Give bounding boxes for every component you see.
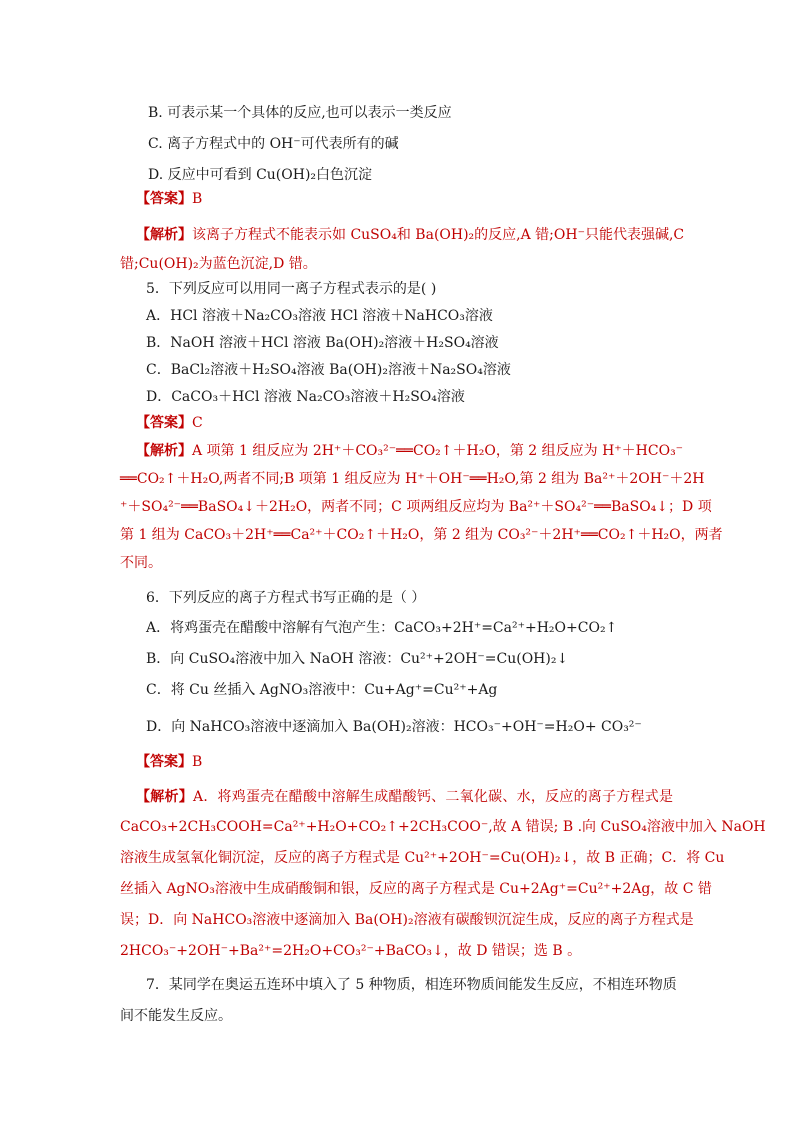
answer-value: B bbox=[192, 191, 203, 207]
q5-analysis-line-3: ⁺＋SO₄²⁻══BaSO₄↓＋2H₂O，两者不同；C 项两组反应均为 Ba²⁺＋SO₄²⁻══BaSO₄↓；D 项 bbox=[120, 499, 712, 515]
q6-stem: 6．下列反应的离子方程式书写正确的是（ ） bbox=[146, 590, 426, 606]
q5-analysis-line-4: 第 1 组为 CaCO₃＋2H⁺══Ca²⁺＋CO₂↑＋H₂O，第 2 组为 CO₃²⁻＋2H⁺══CO₂↑＋H₂O，两者 bbox=[120, 527, 723, 543]
q6-analysis-line-6: 2HCO₃⁻+2OH⁻+Ba²⁺=2H₂O+CO₃²⁻+BaCO₃↓，故 D 错误；选 B 。 bbox=[120, 943, 582, 959]
q6-option-d: D．向 NaHCO₃溶液中逐滴加入 Ba(OH)₂溶液：HCO₃⁻+OH⁻=H₂O+ CO₃²⁻ bbox=[146, 719, 642, 735]
q6-answer bbox=[136, 752, 202, 772]
q5-stem: 5．下列反应可以用同一离子方程式表示的是( ) bbox=[146, 281, 437, 297]
q5-option-d: D．CaCO₃＋HCl 溶液 Na₂CO₃溶液＋H₂SO₄溶液 bbox=[146, 389, 465, 405]
q7-stem-line-2: 间不能发生反应。 bbox=[120, 1008, 232, 1024]
analysis-label: 【解析】 bbox=[136, 443, 192, 459]
q4-answer bbox=[136, 189, 202, 209]
answer-label: 【答案】 bbox=[136, 191, 192, 207]
q5-answer bbox=[136, 413, 203, 433]
q5-option-b: B．NaOH 溶液＋HCl 溶液 Ba(OH)₂溶液＋H₂SO₄溶液 bbox=[146, 335, 499, 351]
q6-analysis-line-4: 丝插入 AgNO₃溶液中生成硝酸铜和银，反应的离子方程式是 Cu+2Ag⁺=Cu²⁺+2Ag，故 C 错 bbox=[120, 881, 712, 897]
q6-analysis-line-1: 【解析】A．将鸡蛋壳在醋酸中溶解生成醋酸钙、二氧化碳、水，反应的离子方程式是 bbox=[136, 789, 674, 805]
q5-analysis-line-1: 【解析】A 项第 1 组反应为 2H⁺＋CO₃²⁻══CO₂↑＋H₂O，第 2 组反应为 H⁺＋HCO₃⁻ bbox=[136, 443, 684, 459]
analysis-label: 【解析】 bbox=[136, 227, 192, 243]
q6-option-a: A．将鸡蛋壳在醋酸中溶解有气泡产生：CaCO₃+2H⁺=Ca²⁺+H₂O+CO₂↑ bbox=[146, 620, 618, 636]
q5-analysis-line-2: ══CO₂↑＋H₂O,两者不同;B 项第 1 组反应为 H⁺＋OH⁻══H₂O,第 2 组为 Ba²⁺＋2OH⁻＋2H bbox=[120, 471, 705, 487]
q6-analysis-line-3: 溶液生成氢氧化铜沉淀，反应的离子方程式是 Cu²⁺+2OH⁻=Cu(OH)₂↓，故 B 正确；C．将 Cu bbox=[120, 850, 725, 866]
q5-analysis-line-5: 不同。 bbox=[120, 555, 162, 571]
q5-option-c: C．BaCl₂溶液＋H₂SO₄溶液 Ba(OH)₂溶液＋Na₂SO₄溶液 bbox=[146, 362, 511, 378]
answer-value: C bbox=[192, 415, 203, 431]
q6-analysis-line-5: 误；D．向 NaHCO₃溶液中逐滴加入 Ba(OH)₂溶液有碳酸钡沉淀生成，反应的离子方程式是 bbox=[120, 912, 694, 928]
answer-label: 【答案】 bbox=[136, 754, 192, 770]
q6-analysis-line-2: CaCO₃+2CH₃COOH=Ca²⁺+H₂O+CO₂↑+2CH₃COO⁻,故 A 错误; B .向 CuSO₄溶液中加入 NaOH bbox=[120, 819, 766, 835]
q4-option-b: B. 可表示某一个具体的反应,也可以表示一类反应 bbox=[148, 105, 452, 121]
answer-value: B bbox=[192, 754, 203, 770]
q7-stem-line-1: 7．某同学在奥运五连环中填入了 5 种物质，相连环物质间能发生反应，不相连环物质 bbox=[146, 977, 677, 993]
q4-analysis-line-1: 【解析】该离子方程式不能表示如 CuSO₄和 Ba(OH)₂的反应,A 错;OH⁻只能代表强碱,C bbox=[136, 227, 685, 243]
q4-analysis-line-2: 错;Cu(OH)₂为蓝色沉淀,D 错。 bbox=[120, 256, 317, 272]
q6-option-b: B．向 CuSO₄溶液中加入 NaOH 溶液：Cu²⁺+2OH⁻=Cu(OH)₂↓ bbox=[146, 651, 569, 667]
q4-option-c: C. 离子方程式中的 OH⁻可代表所有的碱 bbox=[148, 136, 399, 152]
q5-option-a: A．HCl 溶液＋Na₂CO₃溶液 HCl 溶液＋NaHCO₃溶液 bbox=[146, 308, 493, 324]
analysis-label: 【解析】 bbox=[136, 789, 193, 805]
answer-label: 【答案】 bbox=[136, 415, 192, 431]
q6-option-c: C．将 Cu 丝插入 AgNO₃溶液中：Cu+Ag⁺=Cu²⁺+Ag bbox=[146, 682, 498, 698]
q4-option-d: D. 反应中可看到 Cu(OH)₂白色沉淀 bbox=[148, 167, 373, 183]
